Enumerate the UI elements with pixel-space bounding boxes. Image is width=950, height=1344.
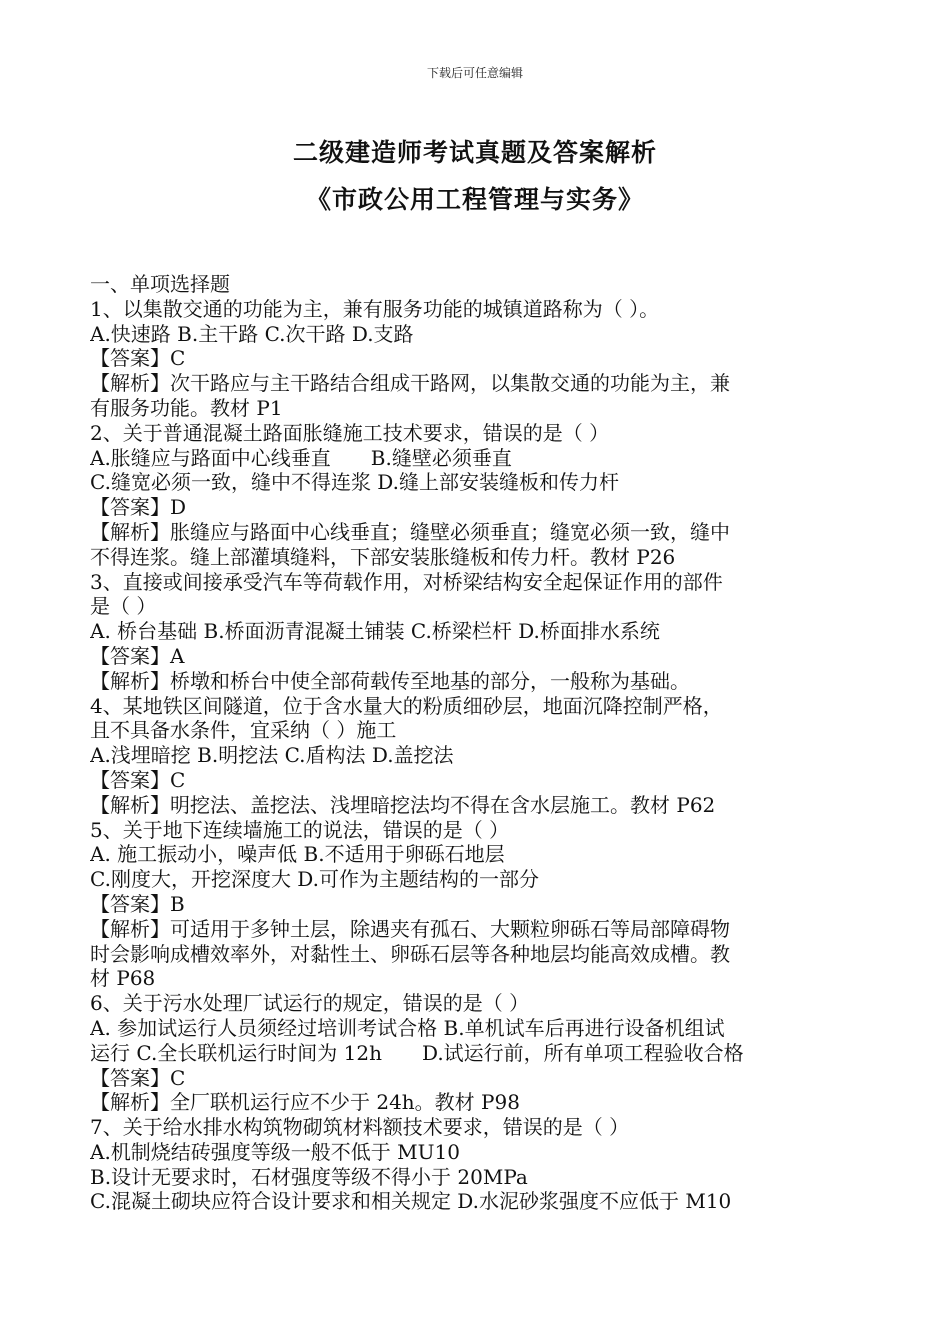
question-3: 3、直接或间接承受汽车等荷载作用，对桥梁结构安全起保证作用的部件	[90, 569, 723, 594]
question-5-options-cont: C.刚度大，开挖深度大 D.可作为主题结构的一部分	[90, 867, 539, 892]
question-5-answer: 【答案】B	[90, 891, 185, 916]
question-7-option-c-d: C.混凝土砌块应符合设计要求和相关规定 D.水泥砂浆强度不应低于 M10	[90, 1189, 732, 1214]
question-3-answer: 【答案】A	[90, 643, 185, 668]
section-heading: 一、单项选择题	[90, 272, 230, 296]
question-1: 1、以集散交通的功能为主，兼有服务功能的城镇道路称为（ ）。	[90, 296, 660, 321]
question-5-explanation: 【解析】可适用于多钟土层，除遇夹有孤石、大颗粒卵砾石等局部障碍物	[90, 916, 730, 941]
question-1-options: A.快速路 B.主干路 C.次干路 D.支路	[90, 321, 414, 346]
question-2-options-cont: C.缝宽必须一致，缝中不得连浆 D.缝上部安装缝板和传力杆	[90, 470, 619, 495]
question-3-options: A. 桥台基础 B.桥面沥青混凝土铺装 C.桥梁栏杆 D.桥面排水系统	[90, 619, 660, 644]
question-5-explanation-cont: 时会影响成槽效率外，对黏性土、卵砾石层等各种地层均能高效成槽。教	[90, 941, 730, 966]
question-2-explanation: 【解析】胀缝应与路面中心线垂直；缝壁必须垂直；缝宽必须一致，缝中	[90, 519, 730, 544]
question-4-answer: 【答案】C	[90, 767, 186, 792]
question-2-answer: 【答案】D	[90, 495, 187, 520]
question-3-explanation: 【解析】桥墩和桥台中使全部荷载传至地基的部分，一般称为基础。	[90, 668, 690, 693]
question-4: 4、某地铁区间隧道，位于含水量大的粉质细砂层，地面沉降控制严格，	[90, 693, 723, 718]
question-4-cont: 且不具备水条件，宜采纳（ ）施工	[90, 718, 397, 743]
question-6: 6、关于污水处理厂试运行的规定，错误的是（ ）	[90, 991, 530, 1016]
question-1-explanation-cont: 有服务功能。教材 P1	[90, 395, 283, 420]
document-title: 二级建造师考试真题及答案解析	[292, 138, 657, 167]
question-5: 5、关于地下连续墙施工的说法，错误的是（ ）	[90, 817, 510, 842]
question-4-explanation: 【解析】明挖法、盖挖法、浅埋暗挖法均不得在含水层施工。教材 P62	[90, 792, 716, 817]
question-3-cont: 是（ ）	[90, 594, 157, 619]
question-2-explanation-cont: 不得连浆。缝上部灌填缝料，下部安装胀缝板和传力杆。教材 P26	[90, 544, 676, 569]
question-2: 2、关于普通混凝土路面胀缝施工技术要求，错误的是（ ）	[90, 420, 610, 445]
question-1-answer: 【答案】C	[90, 346, 186, 371]
question-6-options-cont: 运行 C.全长联机运行时间为 12h D.试运行前，所有单项工程验收合格	[90, 1040, 744, 1065]
page-header-note: 下载后可任意编辑	[426, 66, 523, 80]
question-5-options: A. 施工振动小，噪声低 B.不适用于卵砾石地层	[90, 842, 505, 867]
question-5-explanation-end: 材 P68	[90, 966, 156, 991]
question-6-options: A. 参加试运行人员须经过培训考试合格 B.单机试车后再进行设备机组试	[90, 1015, 725, 1040]
question-6-answer: 【答案】C	[90, 1065, 186, 1090]
question-2-options: A.胀缝应与路面中心线垂直 B.缝壁必须垂直	[90, 445, 512, 470]
question-7: 7、关于给水排水构筑物砌筑材料额技术要求，错误的是（ ）	[90, 1115, 630, 1140]
question-7-option-a: A.机制烧结砖强度等级一般不低于 MU10	[90, 1139, 460, 1164]
document-subtitle: 《市政公用工程管理与实务》	[305, 185, 644, 214]
question-1-explanation: 【解析】次干路应与主干路结合组成干路网，以集散交通的功能为主，兼	[90, 371, 730, 396]
question-7-option-b: B.设计无要求时，石材强度等级不得小于 20MPa	[90, 1164, 528, 1189]
question-6-explanation: 【解析】全厂联机运行应不少于 24h。教材 P98	[90, 1090, 520, 1115]
question-4-options: A.浅埋暗挖 B.明挖法 C.盾构法 D.盖挖法	[90, 743, 454, 768]
document-body	[90, 272, 880, 1214]
